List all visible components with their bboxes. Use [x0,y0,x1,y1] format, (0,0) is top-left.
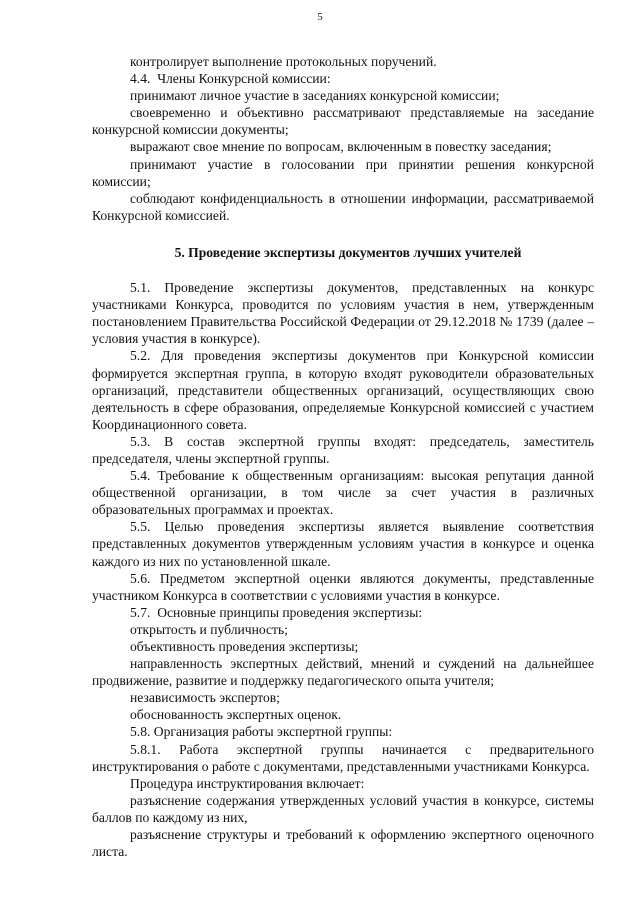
paragraph: контролирует выполнение протокольных поручений. [130,54,437,69]
list-item: обоснованность экспертных оценок. [130,707,342,723]
paragraph: 5.2. Для проведения экспертизы документов при Конкурсной комиссии формируется экспертная группа, в которую входят руководители образовательных организаций, представители общественных организаций, осуществляющих свою деятельность в сфере образования, определяемые Конкурсной комиссией с участием Координационного совета. [92,348,594,432]
paragraph: соблюдают конфиденциальность в отношении информации, рассматриваемой Конкурсной комиссией. [92,190,594,223]
paragraph: принимают участие в голосовании при принятии решения конкурсной комиссии; [92,156,594,189]
list-item: разъяснение структуры и требований к оформлению экспертного оценочного листа. [92,827,594,860]
paragraph: принимают личное участие в заседаниях конкурсной комиссии; [130,88,500,104]
paragraph: 5.3. В состав экспертной группы входят: председатель, заместитель председателя, члены экспертной группы. [92,433,594,466]
list-item: объективность проведения экспертизы; [130,639,359,654]
section-heading: 5. Проведение экспертизы документов лучших учителей [174,244,522,260]
paragraph: 5.8.1. Работа экспертной группы начинается с предварительного инструктирования о работе с документами, представленными участниками Конкурса. [92,741,594,774]
list-item: разъяснение содержания утвержденных условий участия в конкурсе, системы баллов по каждому из них, [92,792,594,825]
list-item: независимость экспертов; [130,690,281,706]
page-number: 5 [317,11,323,23]
paragraph: 5.1. Проведение экспертизы документов, представленных на конкурс участниками Конкурса, проводится по условиям участия в нем, утвержденным постановлением Правительства Российской Федерации от 29.12.2018 № 1739 (далее – условия участия в конкурсе). [92,280,594,347]
paragraph: 5.6. Предметом экспертной оценки являются документы, представленные участником Конкурса в соответствии с условиями участия в конкурсе. [92,570,594,603]
paragraph: 5.7. Основные принципы проведения экспертизы: [130,604,423,620]
list-item: направленность экспертных действий, мнений и суждений на дальнейшее продвижение, развитие и поддержку педагогического опыта учителя; [92,656,594,689]
paragraph: своевременно и объективно рассматривают представляемые на заседание конкурсной комиссии документы; [92,105,594,138]
document-body [92,53,594,860]
paragraph: 4.4. Члены Конкурсной комиссии: [130,71,331,87]
paragraph: Процедура инструктирования включает: [130,775,365,791]
list-item: открытость и публичность; [130,621,288,637]
paragraph: выражают свое мнение по вопросам, включенным в повестку заседания; [130,139,552,155]
paragraph: 5.4. Требование к общественным организациям: высокая репутация данной общественной организации, в том числе за счет участия в различных образовательных программах и проектах. [92,468,594,518]
paragraph: 5.8. Организация работы экспертной группы: [130,724,393,740]
paragraph: 5.5. Целью проведения экспертизы является выявление соответствия представленных документов утвержденным условиям участия в конкурсе и оценка каждого из них по установленной шкале. [92,519,594,569]
